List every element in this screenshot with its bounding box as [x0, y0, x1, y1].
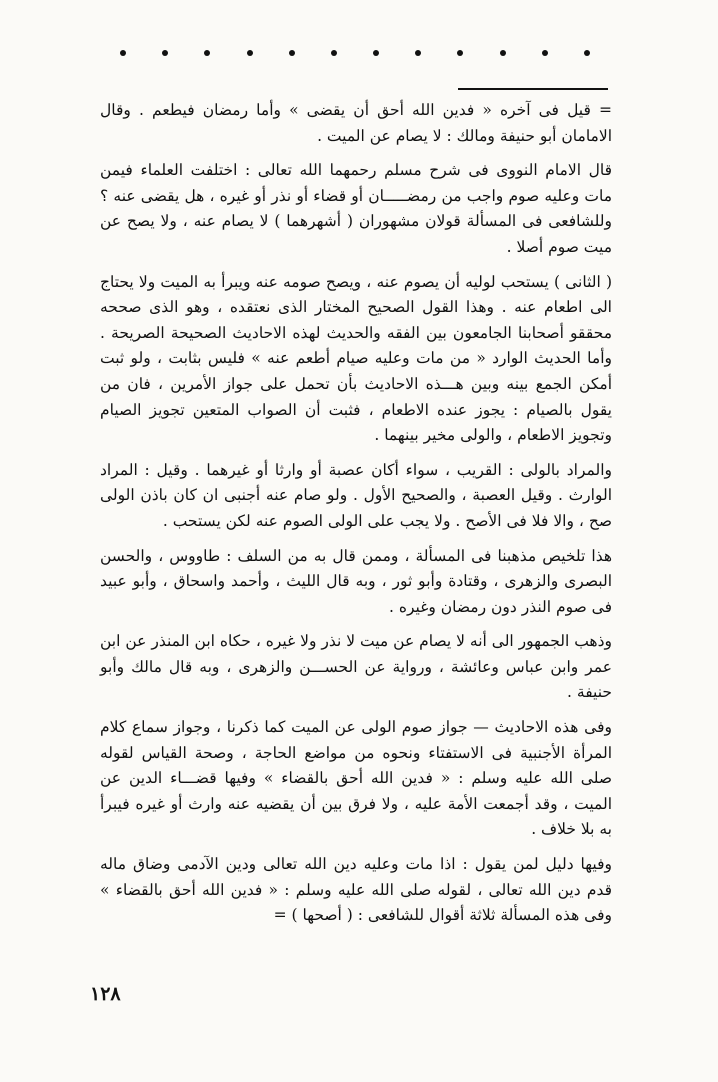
paragraph: = قيل فى آخره « فدين الله أحق أن يقضى » وأما رمضان فيطعم . وقال الامامان أبو حنيفة ومالك : لا يصام عن الميت . [100, 101, 612, 145]
dot-icon [120, 50, 126, 56]
dot-icon [542, 50, 548, 56]
dot-icon [289, 50, 295, 56]
dot-icon [584, 50, 590, 56]
paragraph: هذا تلخيص مذهبنا فى المسألة ، وممن قال به من السلف : طاووس ، والحسن البصرى والزهرى ، وقتادة وأبو ثور ، وبه قال الليث ، وأحمد واسحاق ، وأبو عبيد فى صوم النذر دون رمضان وغيره . [100, 546, 612, 616]
paragraph: وفيها دليل لمن يقول : اذا مات وعليه دين الله تعالى ودين الآدمى وضاق ماله قدم دين الله تعالى ، لقوله صلى الله عليه وسلم : « فدين الله أحق بالقضاء » وفى هذه المسألة ثلاثة أقوال للشافعى : ( أصحها ) = [100, 855, 612, 925]
page-number: ١٢٨ [90, 983, 121, 1005]
paragraph: قال الامام النووى فى شرح مسلم رحمهما الله تعالى : اختلفت العلماء فيمن مات وعليه صوم واجب من رمضـــــان أو قضاء أو نذر أو غيره ، هل يقضى عنه ؟ وللشافعى فى المسألة قولان مشهوران ( أشهرهما ) لا يصام عنه ، ولا يصح عن ميت صوم أصلا . [100, 161, 612, 256]
dot-icon [247, 50, 253, 56]
dot-icon [331, 50, 337, 56]
dot-icon [457, 50, 463, 56]
paragraph: وذهب الجمهور الى أنه لا يصام عن ميت لا نذر ولا غيره ، حكاه ابن المنذر عن ابن عمر وابن عباس وعائشة ، ورواية عن الحســـن والزهرى ، وبه قال مالك وأبو حنيفة . [100, 632, 612, 702]
dot-icon [415, 50, 421, 56]
body-text [100, 98, 612, 938]
paragraph: والمراد بالولى : القريب ، سواء أكان عصبة أو وارثا أو غيرهما . وقيل : المراد الوارث . وقيل العصبة ، والصحيح الأول . ولو صام عنه أجنبى ان كان باذن الولى صح ، والا فلا فى الأصح . ولا يجب على الولى الصوم عنه لكن يستحب . [100, 460, 612, 530]
dot-icon [162, 50, 168, 56]
paragraph: وفى هذه الاحاديث — جواز صوم الولى عن الميت كما ذكرنا ، وجواز سماع كلام المرأة الأجنبية فى الاستفتاء ونحوه من مواضع الحاجة ، وصحة القياس لقوله صلى الله عليه وسلم : « فدين الله أحق بالقضاء » وفيها قضـــاء الدين عن الميت ، وقد أجمعت الأمة عليه ، ولا فرق بين أن يقضيه عنه وارث أو غيره فيبرأ به بلا خلاف . [100, 718, 612, 839]
dot-icon [500, 50, 506, 56]
dot-icon [204, 50, 210, 56]
dot-icon [373, 50, 379, 56]
footnote-separator-rule [458, 88, 608, 90]
ornament-dots [120, 50, 590, 56]
paragraph: ( الثانى ) يستحب لوليه أن يصوم عنه ، ويصح صومه عنه ويبرأ به الميت ولا يحتاج الى اطعام عنه . وهذا القول الصحيح المختار الذى نعتقده ، وهو الذى صححه محققو أصحابنا الجامعون بين الفقه والحديث لهذه الاحاديث الصحيحة الصريحة . وأما الحديث الوارد « من مات وعليه صيام أطعم عنه » فليس بثابت ، ولو ثبت أمكن الجمع بينه وبين هـــذه الاحاديث بأن تحمل على جواز الأمرين ، فان من يقول بالصيام : يجوز عنده الاطعام ، فثبت أن الصواب المتعين تجويز الصيام وتجويز الاطعام ، والولى مخير بينهما . [100, 272, 612, 445]
